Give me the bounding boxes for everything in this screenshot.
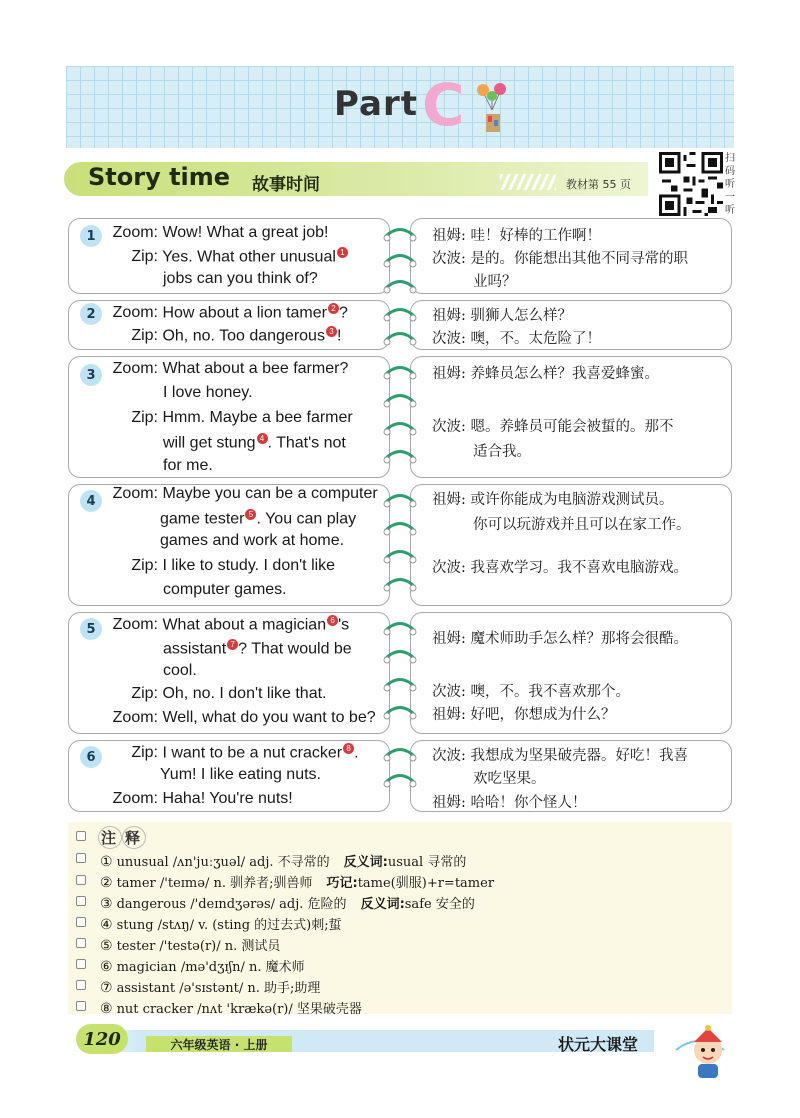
binding-ring-icon: [383, 676, 417, 698]
binding-ring-icon: [383, 548, 417, 570]
translation-line: 次波: 是的。你能想出其他不同寻常的职: [432, 251, 688, 267]
binding-ring-icon: [383, 772, 417, 794]
binding-ring-icon: [383, 392, 417, 414]
note-item: ⑥ magician /mə'dʒɪʃn/ n. 魔术师: [100, 959, 305, 975]
dialogue-line: Zoom: What about a magician 6 's: [112, 616, 350, 634]
balloons-icon: [474, 80, 510, 138]
mascot-icon: [668, 1020, 730, 1082]
note-item: ② tamer /'teɪmə/ n. 驯养者;驯兽师 巧记:tame(驯服)+r=tamer: [100, 875, 495, 891]
dialogue-line: Zoom: Wow! What a great job!: [112, 224, 329, 241]
dialogue-line: Zip: Hmm. Maybe a bee farmer: [131, 409, 353, 426]
dialogue-line: will get stung 4 . That's not: [163, 434, 346, 452]
dialogue-line: games and work at home.: [160, 532, 345, 549]
note-item: ④ stung /stʌŋ/ v. (sting 的过去式)刺;蜇: [100, 917, 342, 933]
note-item: ⑧ nut cracker /nʌt 'krækə(r)/ 坚果破壳器: [100, 1001, 362, 1017]
note-marker: 5: [245, 509, 256, 520]
dialogue-line: Zoom: Maybe you can be a computer: [112, 485, 378, 502]
binding-ring-icon: [383, 704, 417, 726]
translation-line: 祖姆: 魔术师助手怎么样？那将会很酷。: [432, 631, 688, 647]
translation-line: 次波: 噢，不。太危险了！: [432, 331, 601, 347]
dialogue-line: cool.: [163, 662, 197, 679]
part-label: Part: [334, 84, 418, 124]
note-marker: 4: [257, 433, 268, 444]
panel-number-6: 6: [80, 746, 102, 768]
note-marker: 7: [227, 639, 238, 650]
qr-label: 扫 码 听 一 听: [725, 153, 735, 216]
binding-ring-icon: [383, 492, 417, 514]
qr-code-icon[interactable]: [659, 152, 723, 216]
binding-ring-icon: [383, 278, 417, 300]
binding-ring-icon: [383, 252, 417, 274]
panel-number-2: 2: [80, 303, 102, 325]
translation-line: 祖姆: 驯狮人怎么样？: [432, 308, 572, 324]
dialogue-line: assistant 7 ? That would be: [163, 640, 352, 658]
translation-line: 祖姆: 好吧，你想成为什么？: [432, 707, 616, 723]
dialogue-line: computer games.: [163, 581, 287, 598]
dialogue-line: Zip: Yes. What other unusual 1: [110, 247, 348, 266]
translation-line: 业吗？: [473, 274, 517, 290]
notes-title: 注 释: [98, 826, 146, 849]
note-marker: 2: [328, 303, 339, 314]
decorative-stripes: [500, 174, 556, 190]
binding-ring-icon: [383, 576, 417, 598]
translation-line: 祖姆: 或许你能成为电脑游戏测试员。: [432, 492, 674, 508]
note-marker: 3: [326, 326, 337, 337]
translation-line: 次波: 嗯。养蜂员可能会被蜇的。那不: [432, 419, 674, 435]
dialogue-line: Zip: Oh, no. I don't like that.: [131, 685, 327, 702]
brand-name: 状元大课堂: [558, 1035, 639, 1054]
dialogue-line: Zoom: What about a bee farmer?: [112, 360, 349, 377]
panel-number-5: 5: [80, 618, 102, 640]
note-item: ⑤ tester /'testə(r)/ n. 测试员: [100, 938, 281, 954]
dialogue-line: Zoom: Haha! You're nuts!: [112, 790, 293, 807]
panel-number-4: 4: [80, 490, 102, 512]
binding-ring-icon: [383, 448, 417, 470]
panel-number-3: 3: [80, 364, 102, 386]
binding-ring-icon: [383, 746, 417, 768]
binding-ring-icon: [383, 648, 417, 670]
dialogue-line: Zoom: How about a lion tamer 2 ?: [112, 304, 348, 322]
dialogue-line: Zip: I like to study. I don't like: [131, 557, 336, 574]
note-marker: 6: [327, 615, 338, 626]
dialogue-line: Zoom: Well, what do you want to be?: [112, 709, 376, 726]
translation-line: 次波: 我喜欢学习。我不喜欢电脑游戏。: [432, 560, 688, 576]
translation-line: 祖姆: 哈哈！你个怪人！: [432, 795, 587, 811]
binding-ring-icon: [383, 620, 417, 642]
binding-ring-icon: [383, 226, 417, 248]
translation-line: 你可以玩游戏并且可以在家工作。: [473, 517, 691, 533]
dialogue-line: game tester 5 . You can play: [160, 510, 357, 528]
translation-line: 欢吃坚果。: [473, 771, 546, 787]
page-number: 120: [76, 1024, 128, 1054]
binding-ring-icon: [383, 364, 417, 386]
binding-ring-icon: [383, 420, 417, 442]
grade-label: 六年级英语 · 上册: [146, 1036, 292, 1052]
textbook-page-ref: 教材第 55 页: [566, 178, 631, 191]
note-item: ⑦ assistant /ə'sɪstənt/ n. 助手;助理: [100, 980, 321, 996]
section-title-cn: 故事时间: [252, 175, 320, 195]
note-marker: 8: [343, 743, 354, 754]
binding-ring-icon: [383, 306, 417, 328]
dialogue-line: for me.: [163, 457, 213, 474]
dialogue-line: jobs can you think of?: [163, 270, 318, 287]
dialogue-line: Zip: I want to be a nut cracker 8 .: [131, 744, 359, 762]
translation-line: 适合我。: [473, 444, 531, 460]
translation-line: 祖姆: 养蜂员怎么样？我喜爱蜂蜜。: [432, 366, 659, 382]
note-marker: 1: [337, 247, 348, 258]
translation-line: 祖姆: 哇！好棒的工作啊！: [432, 228, 601, 244]
translation-line: 次波: 噢，不。我不喜欢那个。: [432, 684, 630, 700]
binding-ring-icon: [383, 520, 417, 542]
dialogue-line: Zip: Oh, no. Too dangerous 3 !: [131, 327, 342, 345]
note-item: ③ dangerous /'deɪndʒərəs/ adj. 危险的 反义词:safe 安全的: [100, 896, 475, 912]
panel-number-1: 1: [80, 225, 102, 247]
translation-line: 次波: 我想成为坚果破壳器。好吃！我喜: [432, 748, 688, 764]
binding-ring-icon: [383, 330, 417, 352]
part-letter: C: [422, 71, 465, 139]
dialogue-line: I love honey.: [163, 384, 253, 401]
note-item: ① unusual /ʌn'juːʒuəl/ adj. 不寻常的 反义词:usual 寻常的: [100, 854, 467, 870]
section-title: Story time: [88, 163, 231, 191]
dialogue-line: Yum! I like eating nuts.: [160, 766, 321, 783]
